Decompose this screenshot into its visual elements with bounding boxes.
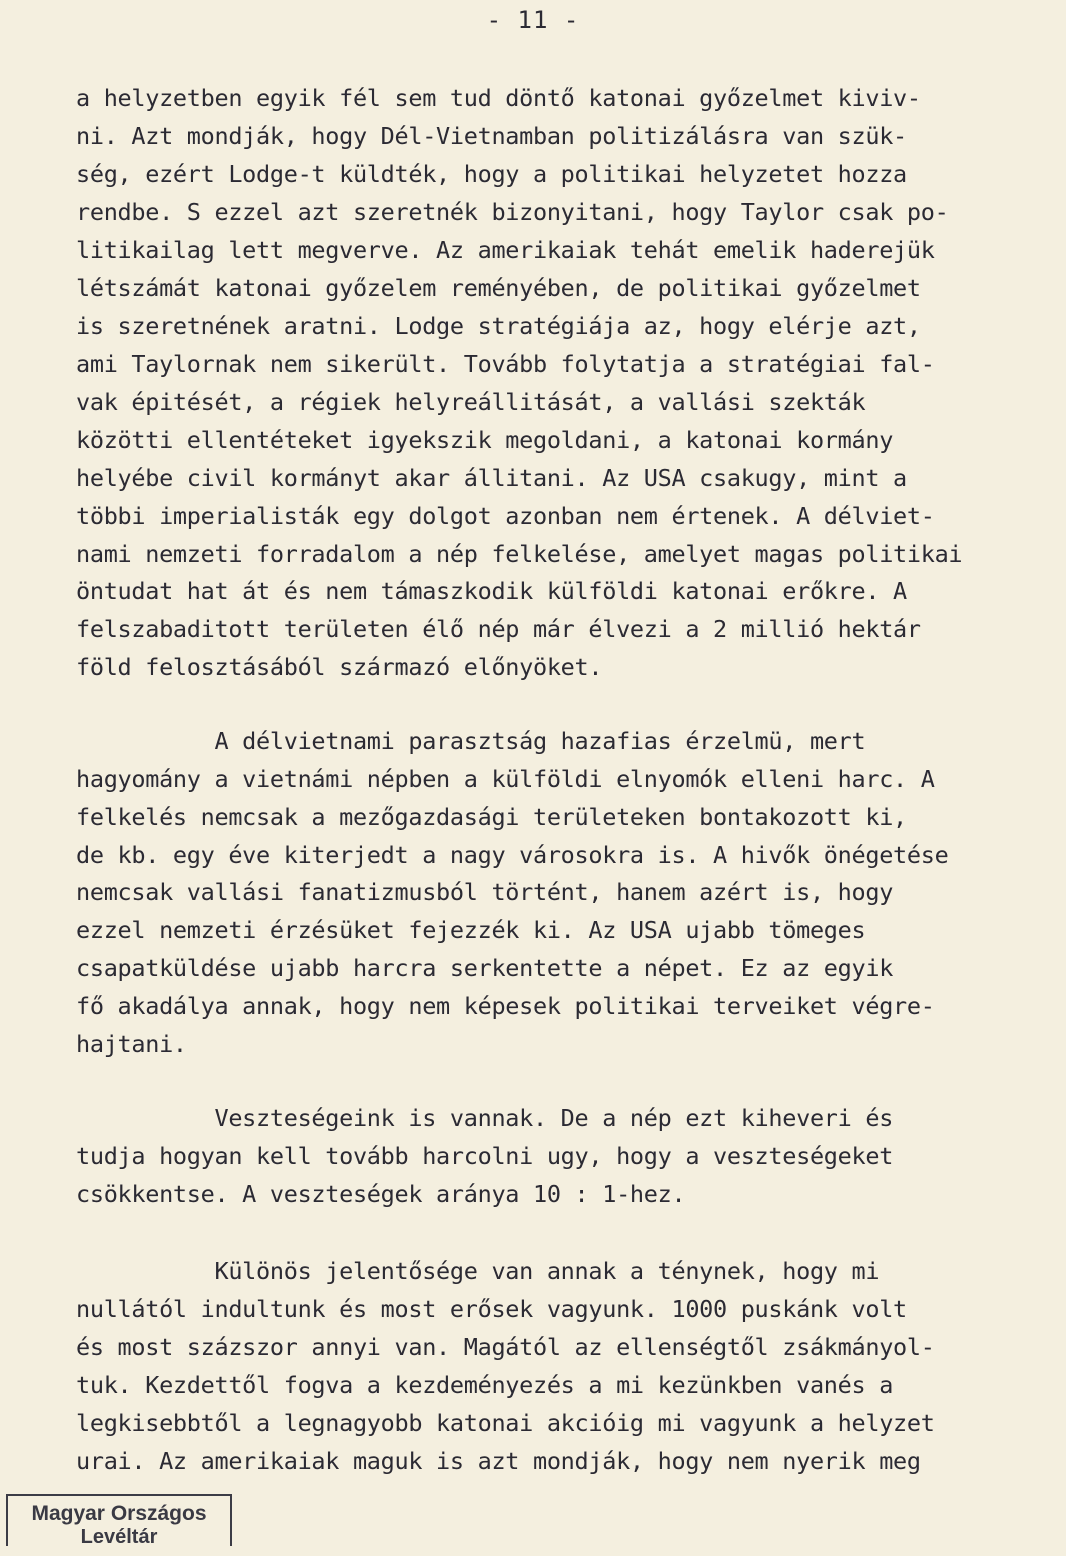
text-line: nami nemzeti forradalom a nép felkelése, amelyet magas politikai — [76, 540, 963, 568]
text-line: nullától indultunk és most erősek vagyunk. 1000 puskánk volt — [76, 1295, 907, 1323]
text-line: létszámát katonai győzelem reményében, de politikai győzelmet — [76, 274, 921, 302]
text-line: is szeretnének aratni. Lodge stratégiája az, hogy elérje azt, — [76, 312, 921, 340]
text-line: nemcsak vallási fanatizmusból történt, hanem azért is, hogy — [76, 878, 894, 906]
text-line: ezzel nemzeti érzésüket fejezzék ki. Az USA ujabb tömeges — [76, 916, 866, 944]
text-line: felkelés nemcsak a mezőgazdasági területeken bontakozott ki, — [76, 803, 907, 831]
text-line: ami Taylornak nem sikerült. Tovább folytatja a stratégiai fal- — [76, 350, 935, 378]
archive-stamp — [6, 1494, 232, 1546]
text-line: rendbe. S ezzel azt szeretnék bizonyitani, hogy Taylor csak po- — [76, 198, 949, 226]
text-line: tudja hogyan kell tovább harcolni ugy, hogy a veszteségeket — [76, 1142, 894, 1170]
text-line: A délvietnami parasztság hazafias érzelmü, mert — [76, 727, 866, 755]
text-line: Különös jelentősége van annak a ténynek, hogy mi — [76, 1257, 880, 1285]
stamp-line-1: Magyar Országos — [31, 1502, 207, 1525]
text-line: litikailag lett megverve. Az amerikaiak tehát emelik haderejük — [76, 236, 935, 264]
text-line: Veszteségeink is vannak. De a nép ezt kiheveri és — [76, 1104, 894, 1132]
text-line: ség, ezért Lodge-t küldték, hogy a politikai helyzetet hozza — [76, 160, 907, 188]
stamp-line-2: Levéltár — [80, 1526, 158, 1548]
text-line: föld felosztásából származó előnyöket. — [76, 653, 603, 681]
text-line: hajtani. — [76, 1030, 187, 1058]
text-line: legkisebbtől a legnagyobb katonai akcióig mi vagyunk a helyzet — [76, 1409, 935, 1437]
text-line: öntudat hat át és nem támaszkodik külföldi katonai erőkre. A — [76, 577, 907, 605]
text-line: urai. Az amerikaiak maguk is azt mondják, hogy nem nyerik meg — [76, 1447, 921, 1475]
text-line: a helyzetben egyik fél sem tud döntő katonai győzelmet kiviv- — [76, 84, 921, 112]
text-line: ni. Azt mondják, hogy Dél-Vietnamban politizálásra van szük- — [76, 122, 907, 150]
text-line: közötti ellentéteket igyekszik megoldani, a katonai kormány — [76, 426, 894, 454]
text-line: csapatküldése ujabb harcra serkentette a népet. Ez az egyik — [76, 954, 894, 982]
text-line: többi imperialisták egy dolgot azonban nem értenek. A délviet- — [76, 502, 935, 530]
text-line: de kb. egy éve kiterjedt a nagy városokra is. A hivők önégetése — [76, 841, 949, 869]
text-line: tuk. Kezdettől fogva a kezdeményezés a mi kezünkben vanés a — [76, 1371, 894, 1399]
text-line: felszabaditott területen élő nép már élvezi a 2 millió hektár — [76, 615, 921, 643]
text-line: fő akadálya annak, hogy nem képesek politikai terveiket végre- — [76, 992, 935, 1020]
page-number: - 11 - — [486, 6, 580, 34]
text-line: vak épitését, a régiek helyreállitását, a vallási szekták — [76, 388, 866, 416]
text-line: csökkentse. A veszteségek aránya 10 : 1-hez. — [76, 1180, 686, 1208]
text-line: és most százszor annyi van. Magától az ellenségtől zsákmányol- — [76, 1333, 935, 1361]
text-line: hagyomány a vietnámi népben a külföldi elnyomók elleni harc. A — [76, 765, 935, 793]
text-line: helyébe civil kormányt akar állitani. Az USA csakugy, mint a — [76, 464, 907, 492]
